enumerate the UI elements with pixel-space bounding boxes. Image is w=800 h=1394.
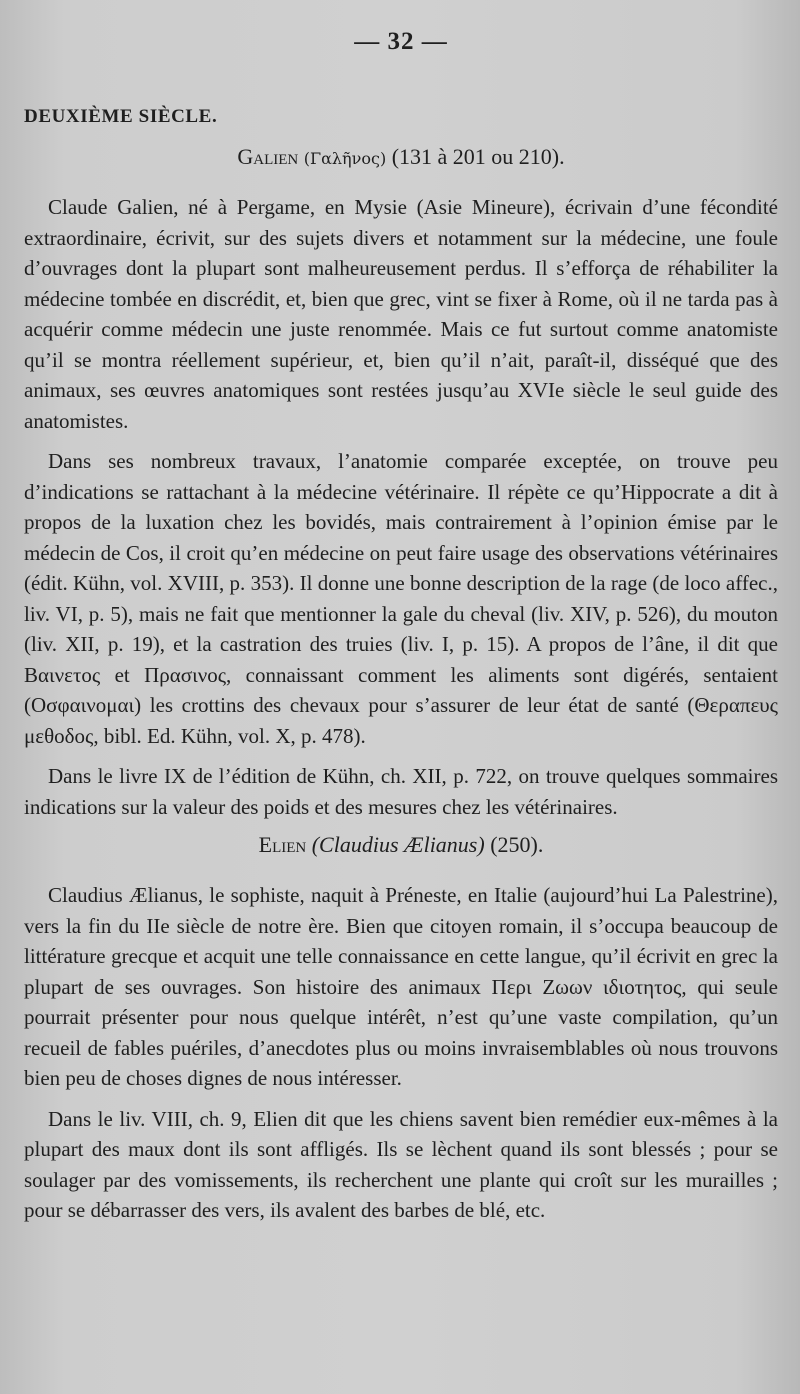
paragraph-galien-1: Claude Galien, né à Pergame, en Mysie (Asie Mineure), écrivain d’une fécondité extraordinaire, écrivit, sur des sujets divers et notamment sur la médecine, une foule d’ouvrages dont la plupart sont malheureusement perdus. Il s’efforça de réhabiliter la médecine tombée en discrédit, et, bien que grec, vint se fixer à Rome, où il ne tarda pas à acquérir comme médecin une juste renommée. Mais ce fut surtout comme anatomiste qu’il se montra réellement supérieur, et, bien qu’il n’ait, paraît-il, disséqué que des animaux, ses œuvres anatomiques sont restées jusqu’au XVIe siècle le seul guide des anatomistes. bbox=[24, 195, 778, 433]
elien-name: Elien bbox=[258, 832, 307, 857]
galien-name: Galien bbox=[237, 144, 299, 169]
century-heading: DEUXIÈME SIÈCLE. bbox=[24, 106, 218, 127]
section-heading-galien bbox=[24, 144, 778, 170]
paragraph-galien-2: Dans ses nombreux travaux, l’anatomie comparée exceptée, on trouve peu d’indications se rattachant à la médecine vétérinaire. Il répète ce qu’Hippocrate a dit à propos de la luxation chez les bovidés, mais contrairement à l’opinion émise par le médecin de Cos, il croit qu’en médecine on peut faire usage des observations vétérinaires (édit. Kühn, vol. XVIII, p. 353). Il donne une bonne description de la rage (de loco affec., liv. VI, p. 5), mais ne fait que mentionner la gale du cheval (liv. XIV, p. 526), du mouton (liv. XII, p. 19), et la castration des truies (liv. I, p. 15). A propos de l’âne, il dit que Βαινετος et Πρασινος, connaissant comment les aliments sont digérés, sentaient (Οσφαινομαι) les crottins des chevaux pour s’assurer de leur état de santé (Θεραπευς μεθοδος, bibl. Ed. Kühn, vol. X, p. 478). bbox=[24, 449, 778, 748]
section-heading-elien bbox=[24, 832, 778, 858]
elien-latin-name: (Claudius Ælianus) bbox=[311, 832, 485, 857]
elien-dates: (250). bbox=[490, 832, 544, 857]
paragraph-elien-2: Dans le liv. VIII, ch. 9, Elien dit que les chiens savent bien remédier eux-mêmes à la plupart des maux dont ils sont affligés. Ils se lèchent quand ils sont blessés ; pour se soulager par des vomissements, ils recherchent une plante qui croît sur les murailles ; pour se débarrasser des vers, ils avalent des barbes de blé, etc. bbox=[24, 1106, 778, 1222]
paragraph-galien-3: Dans le livre IX de l’édition de Kühn, ch. XII, p. 722, on trouve quelques sommaires indications sur la valeur des poids et des mesures chez les vétérinaires. bbox=[24, 764, 778, 819]
paragraph-elien-1: Claudius Ælianus, le sophiste, naquit à Préneste, en Italie (aujourd’hui La Palestrine), vers la fin du IIe siècle de notre ère. Bien que citoyen romain, il s’occupa beaucoup de littérature grecque et acquit une telle connaissance en cette langue, qu’il écrivit en grec la plupart de ses ouvrages. Son histoire des animaux Περι Ζωων ιδιοτητος, qui seule pourrait présenter pour nous quelque intérêt, n’est qu’une vaste compilation, qu’un recueil de fables puériles, d’anecdotes plus ou moins invraisemblables où nous trouvons bien peu de choses dignes de nous intéresser. bbox=[24, 883, 778, 1090]
galien-dates: (131 à 201 ou 210). bbox=[391, 144, 565, 169]
page-number: — 32 — bbox=[354, 28, 448, 55]
galien-greek-name: (Γαλῆνος) bbox=[303, 149, 387, 168]
